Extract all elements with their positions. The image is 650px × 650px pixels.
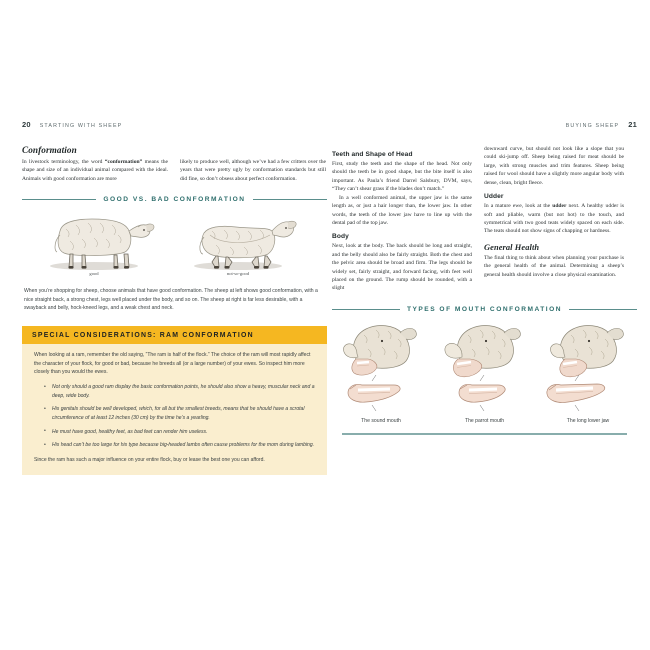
rule-line-left bbox=[332, 309, 400, 310]
teeth-heading: Teeth and Shape of Head bbox=[332, 151, 413, 158]
general-health-heading: General Health bbox=[484, 242, 540, 252]
long-lower-jaw-drawing bbox=[543, 319, 633, 415]
list-item: • His head can’t be too large for his type because big-headed lambs often cause problems for the mom during lambing. bbox=[46, 441, 315, 450]
sound-mouth-drawing bbox=[336, 319, 426, 415]
parrot-mouth-art bbox=[440, 319, 530, 415]
mouth-conformation-panel bbox=[332, 306, 637, 435]
sheep-comparison-figure bbox=[22, 209, 327, 281]
right-column-2 bbox=[484, 145, 624, 293]
body-continuation-paragraph: downward curve, but should not look like a slope that you could ski-jump off. Sheep being raised for meat should be large, with strong muscles and trim features. Sheep being raised for wool should have a slightly more angular body with dense, clean, bright fleece. bbox=[484, 146, 624, 186]
left-col2-paragraph: likely to produce well, although we’ve had a few critters over the years that were pretty ugly by conformation standards but still did fine, so don’t obsess about perfect conformation. bbox=[180, 159, 326, 182]
left-section-title: Conformation bbox=[22, 145, 77, 155]
long-lower-jaw-art bbox=[543, 319, 633, 415]
right-page-number: 21 bbox=[628, 120, 637, 129]
mouth-heading-text: TYPES OF MOUTH CONFORMATION bbox=[406, 305, 563, 313]
good-vs-bad-heading-text: GOOD VS. BAD CONFORMATION bbox=[103, 196, 246, 204]
teeth-paragraph-1: First, study the teeth and the shape of the head. Not only should the teeth be in good shape, but the bite itself is also important. As Paula’s friend Darrel Salsbury, DVM, says, “They can’t shear grass if the blades don’t match.” bbox=[332, 161, 472, 193]
rule-line-left bbox=[22, 199, 96, 200]
left-body-columns bbox=[22, 158, 327, 183]
good-vs-bad-figure-heading bbox=[22, 196, 327, 203]
rule-line-right bbox=[569, 309, 637, 310]
left-running-head bbox=[22, 120, 327, 132]
good-sheep-label: good bbox=[89, 271, 99, 277]
sidebar-outro: Since the ram has such a major influence on your entire flock, buy or lease the best one you can afford. bbox=[34, 457, 265, 464]
bad-sheep-label: not-so-good bbox=[226, 271, 250, 277]
bad-sheep-drawing bbox=[174, 209, 302, 273]
mouth-caption-sound: The sound mouth bbox=[361, 417, 401, 424]
body-paragraph: Next, look at the body. The back should be long and straight, and the belly should also be fairly straight. Both the chest and the pelvic area should be broad and firm. The legs should be widely set, fairly straight, and forward facing, with feet well placed on the ground. The rump should be rounded, with a slight bbox=[332, 243, 472, 292]
mouth-item-parrot bbox=[440, 319, 530, 424]
right-running-title: BUYING SHEEP bbox=[565, 123, 620, 129]
left-page-number: 20 bbox=[22, 120, 31, 129]
right-body-columns bbox=[332, 145, 637, 293]
mouth-item-long-jaw bbox=[543, 319, 633, 424]
left-running-title: STARTING WITH SHEEP bbox=[39, 123, 123, 129]
list-item: • Not only should a good ram display the basic conformation points, he should also show a heavy, muscular neck and a deep, wide body. bbox=[46, 383, 315, 400]
general-health-paragraph: The final thing to think about when planning your purchase is the general health of the animal. Determining a sheep’s general health should involve a close physical examination. bbox=[484, 254, 624, 278]
ram-conformation-sidebar bbox=[22, 326, 327, 475]
udder-heading: Udder bbox=[484, 193, 504, 201]
mouth-figure-heading bbox=[332, 306, 637, 313]
left-column-1 bbox=[22, 158, 168, 183]
body-heading: Body bbox=[332, 233, 349, 241]
left-page bbox=[22, 120, 327, 540]
mouth-caption-long-jaw: The long lower jaw bbox=[566, 417, 610, 424]
right-page bbox=[332, 120, 637, 540]
sound-mouth-art bbox=[336, 319, 426, 415]
good-sheep-drawing bbox=[30, 209, 158, 273]
teeth-paragraph-2: In a well conformed animal, the upper jaw is the same length as, or just a hair longer than, the lower jaw. In other words, the teeth of the lower jaw have to line up with the dental pad of the top jaw. bbox=[332, 194, 472, 226]
mouth-illustration-row bbox=[332, 319, 637, 424]
sidebar-body bbox=[22, 344, 327, 475]
sheep-figure-caption: When you’re shopping for sheep, choose animals that have good conformation. The sheep at left shows good conformation, with a nice straight back, a strong chest, legs well placed under the body, and so on. The sheep at right is far less desirable, with a swayback and belly, hock-kneed legs, and a weak chest and neck. bbox=[24, 288, 318, 311]
mouth-item-sound bbox=[336, 319, 426, 424]
mouth-panel-underline bbox=[342, 433, 627, 435]
sidebar-bullet-list bbox=[34, 383, 315, 450]
left-col1-paragraph: In livestock terminology, the word “conformation” means the shape and size of an individual animal compared with the ideal. Animals with good conformation are more bbox=[22, 159, 168, 182]
list-item: • His genitals should be well developed, which, for all but the smallest breeds, means that he should have a scrotal circumference of at least 12 inches (30 cm) by the time he’s a yearling. bbox=[46, 405, 315, 422]
list-item: • He must have good, healthy feet, as bad feet can render him useless. bbox=[46, 428, 315, 437]
sidebar-title: SPECIAL CONSIDERATIONS: RAM CONFORMATION bbox=[22, 326, 327, 344]
mouth-caption-parrot: The parrot mouth bbox=[464, 417, 505, 424]
bad-sheep-illustration bbox=[174, 209, 302, 276]
good-sheep-illustration bbox=[30, 209, 158, 276]
left-column-2 bbox=[180, 158, 326, 183]
rule-line-right bbox=[253, 199, 327, 200]
udder-paragraph: In a mature ewe, look at the udder next. A healthy udder is soft and pliable, warm (but not hot) to the touch, and symmetrical with two good teats widely spaced on each side. The teats should not show signs of chapping or hardness. bbox=[484, 203, 624, 235]
right-column-1 bbox=[332, 145, 472, 293]
sidebar-intro: When looking at a ram, remember the old saying, “The ram is half of the flock.” The choice of the ram will most rapidly affect the character of your flock, for good or bad, because he breeds all (or a large number) of your ewes. So inspect him more closely than you would the ewes. bbox=[34, 352, 311, 376]
parrot-mouth-drawing bbox=[440, 319, 530, 415]
right-running-head bbox=[332, 120, 637, 132]
